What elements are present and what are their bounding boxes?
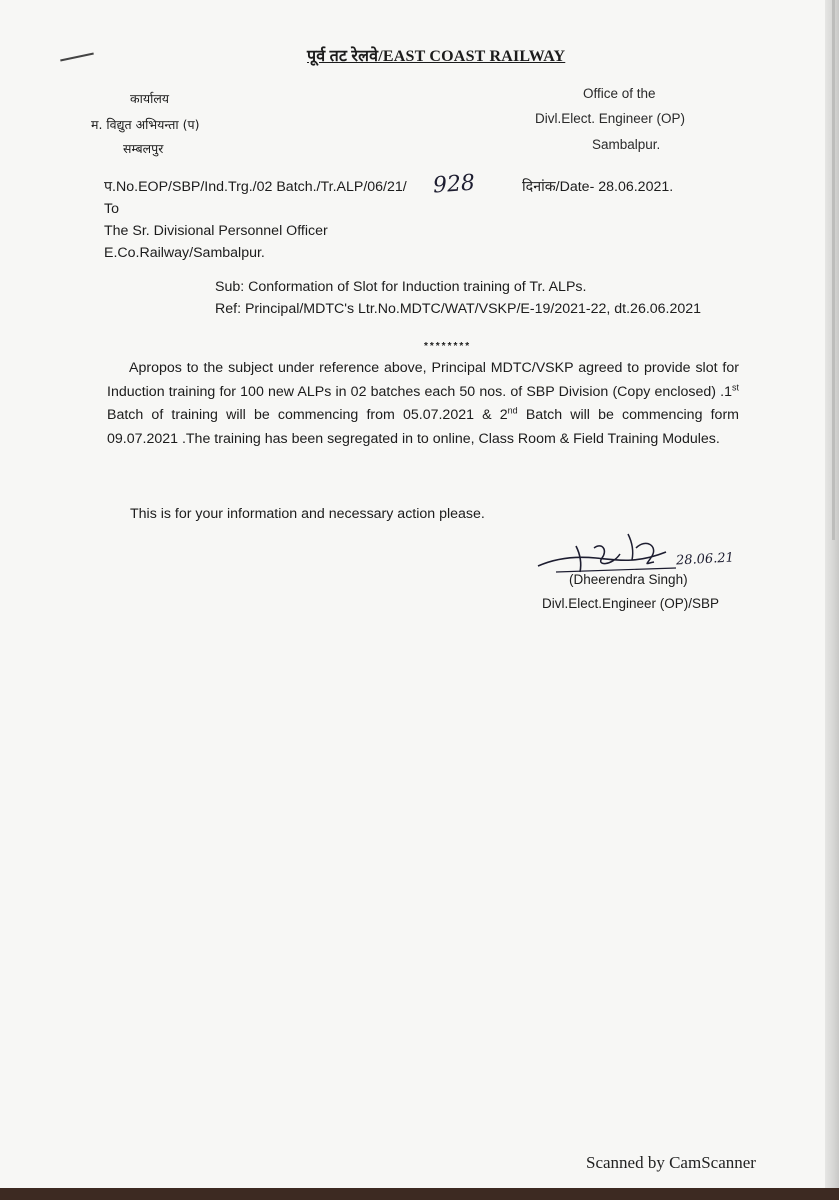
office-english-line2: Divl.Elect. Engineer (OP) — [535, 111, 686, 126]
camscanner-watermark: Scanned by CamScanner — [586, 1153, 756, 1172]
to-label: To — [104, 201, 119, 217]
office-english-line3: Sambalpur. — [592, 137, 661, 152]
body-part1: Apropos to the subject under reference above, Principal MDTC/VSKP agreed to provide slot for Induction training for 100 new ALPs in 02 batches each 50 nos. of SBP Division (Copy enclosed) .1 — [107, 360, 739, 400]
body-part2: Batch of training will be commencing from 05.07.2021 & 2 — [107, 407, 508, 423]
body-part3: Batch will be commencing form 09.07.2021 .The training has been segregated in to online, Class Room & Field Training Modules. — [107, 407, 739, 447]
reference-line: Ref: Principal/MDTC's Ltr.No.MDTC/WAT/VSKP/E-19/2021-22, dt.26.06.2021 — [215, 301, 702, 317]
signature-date: 28.06.21 — [675, 550, 735, 569]
letter-date: दिनांक/Date- 28.06.2021. — [522, 179, 674, 195]
ordinal-st: st — [731, 381, 739, 392]
page-edge-shadow — [825, 0, 839, 1188]
office-english-line1: Office of the — [583, 86, 656, 101]
separator-stars: ******** — [424, 341, 472, 352]
body-paragraph — [107, 357, 739, 451]
bottom-edge-strip — [0, 1188, 839, 1200]
office-hindi-line1: कार्यालय — [130, 91, 170, 106]
reference-number: प.No.EOP/SBP/Ind.Trg./02 Batch./Tr.ALP/06/21/ — [104, 179, 407, 195]
closing-line: This is for your information and necessary action please. — [130, 506, 485, 522]
recipient-line2: E.Co.Railway/Sambalpur. — [104, 245, 265, 261]
handwritten-letter-number: 928 — [432, 170, 476, 199]
pen-mark — [60, 52, 94, 61]
office-hindi-line3: सम्बलपुर — [123, 141, 164, 156]
office-hindi-line2: म. विद्युत अभियन्ता (प) — [91, 117, 200, 132]
letterhead-title: पूर्व तट रेलवे/EAST COAST RAILWAY — [307, 48, 566, 65]
signatory-name: (Dheerendra Singh) — [569, 572, 688, 587]
ordinal-nd: nd — [507, 405, 518, 416]
recipient-line1: The Sr. Divisional Personnel Officer — [104, 223, 328, 239]
signatory-designation: Divl.Elect.Engineer (OP)/SBP — [542, 596, 720, 611]
subject-line: Sub: Conformation of Slot for Induction training of Tr. ALPs. — [215, 279, 587, 295]
